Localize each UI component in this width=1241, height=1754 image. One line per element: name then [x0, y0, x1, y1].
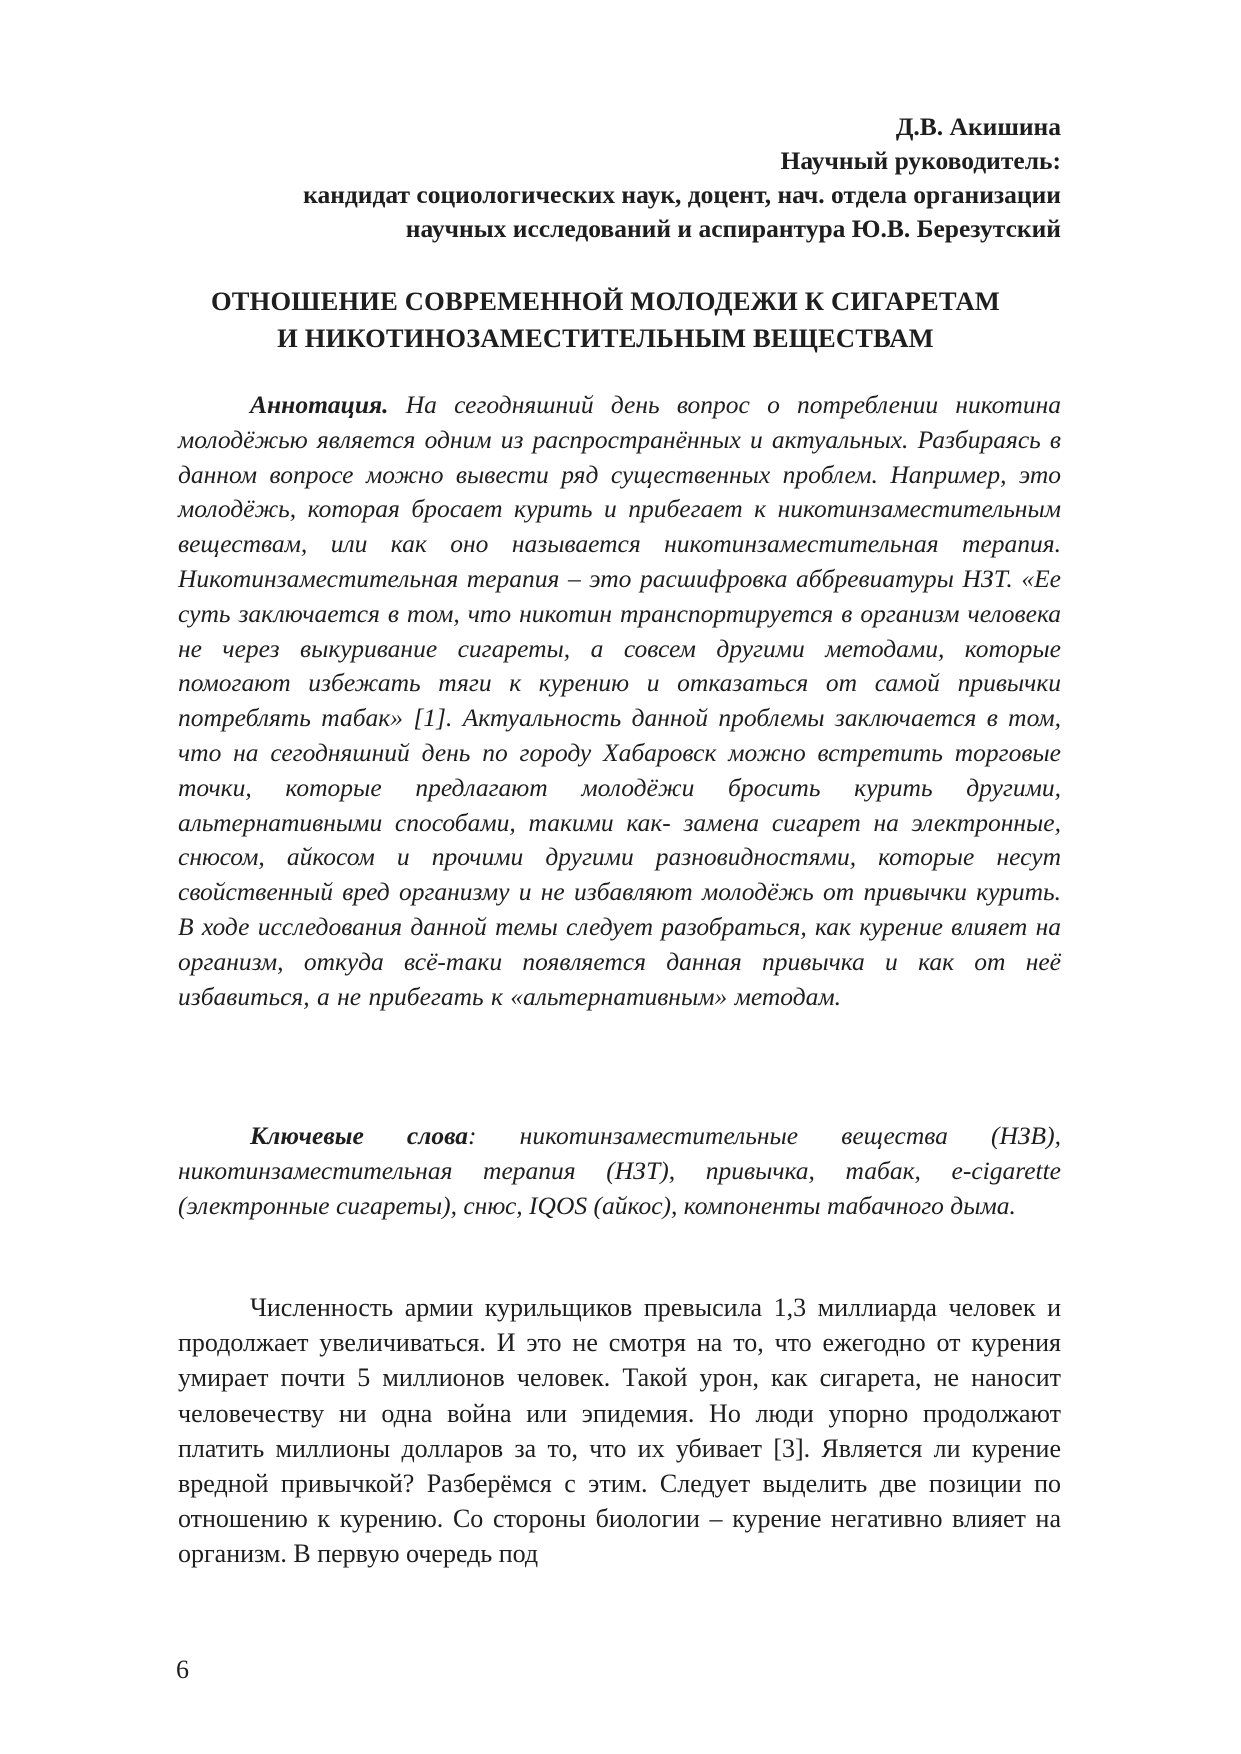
supervisor-info-line-2: научных исследований и аспирантура Ю.В. Березутский	[405, 214, 1061, 243]
title-line-2: И НИКОТИНОЗАМЕСТИТЕЛЬНЫМ ВЕЩЕСТВАМ	[277, 323, 934, 353]
keywords-text: : никотинзаместительные вещества (НЗВ), никотинзаместительная терапия (НЗТ), привычка, табак, e-cigarette (электронные сигареты), снюс, IQOS (айкос), компоненты табачного дыма.	[178, 1121, 1062, 1220]
author-block	[150, 110, 1061, 246]
abstract-section	[178, 388, 1061, 1014]
keywords-section	[178, 1119, 1061, 1223]
supervisor-info-line-1: кандидат социологических наук, доцент, нач. отдела организации	[303, 180, 1061, 209]
abstract-text: На сегодняшний день вопрос о потреблении никотина молодёжью является одним из распространённых и актуальных. Разбираясь в данном вопросе можно вывести ряд существенных проблем. Например, это молодёжь, которая бросает курить и прибегает к никотинзаместительным веществам, или как оно называется никотинзаместительная терапия. Никотинзаместительная терапия – это расшифровка аббревиатуры НЗТ. «Ее суть заключается в том, что никотин транспортируется в организм человека не через выкуривание сигареты, а совсем другими методами, которые помогают избежать тяги к курению и отказаться от самой привычки потреблять табак» [1]. Актуальность данной проблемы заключается в том, что на сегодняшний день по городу Хабаровск можно встретить торговые точки, которые предлагают молодёжи бросить курить другими, альтернативными способами, такими как- замена сигарет на электронные, снюсом, айкосом и прочими другими разновидностями, которые несут свойственный вред организму и не избавляют молодёжь от привычки курить. В ходе исследования данной темы следует разобраться, как курение влияет на организм, откуда всё-таки появляется данная привычка и как от неё избавиться, а не прибегать к «альтернативным» методам.	[178, 390, 1061, 1011]
title-line-1: ОТНОШЕНИЕ СОВРЕМЕННОЙ МОЛОДЕЖИ К СИГАРЕТАМ	[210, 286, 1001, 316]
body-paragraph-1: Численность армии курильщиков превысила 1,3 миллиарда человек и продолжает увеличиваться. И это не смотря на то, что ежегодно от курения умирает почти 5 миллионов человек. Такой урон, как сигарета, не наносит человечеству ни одна война или эпидемия. Но люди упорно продолжают платить миллионы долларов за то, что их убивает [3]. Является ли курение вредной привычкой? Разберёмся с этим. Следует выделить две позиции по отношению к курению. Со стороны биологии – курение негативно влияет на организм. В первую очередь под	[178, 1293, 1061, 1569]
supervisor-label: Научный руководитель:	[780, 146, 1061, 175]
keywords-paragraph	[178, 1119, 1061, 1223]
author-name: Д.В. Акишина	[895, 112, 1061, 141]
article-title	[150, 283, 1061, 357]
abstract-paragraph	[178, 388, 1061, 1014]
page-number: 6	[176, 1655, 189, 1684]
abstract-label: Аннотация.	[250, 390, 389, 419]
body-section	[178, 1290, 1061, 1572]
keywords-label: Ключевые слова	[250, 1121, 469, 1150]
